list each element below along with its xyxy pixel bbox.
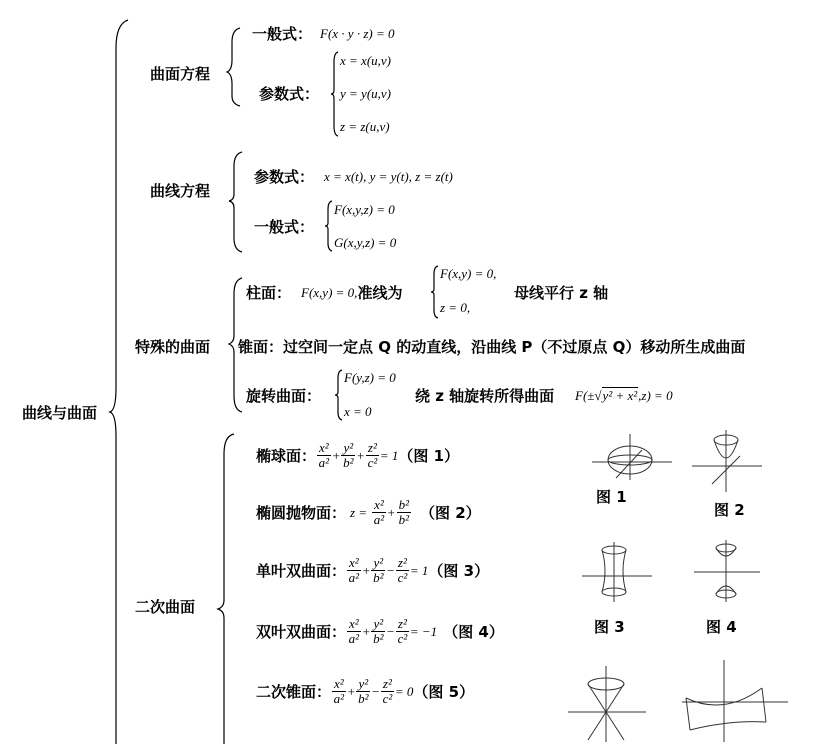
cylinder-formula: F(x,y) = 0, — [301, 284, 358, 300]
hyperboloid-one-fig-ref: （图 3） — [428, 562, 490, 580]
quadric-item-hyperboloid-two: 双叶双曲面： $\frac{\text{x²}}{\text{a²}}$ + $\frac{\text{y²}}{\text{b²}}$ − $\frac{\text{z²}}{\text{c²}}$ = −1 （图 4） — [256, 616, 504, 646]
figure-1-caption: 图 1 — [596, 488, 627, 506]
rotation-formula-pre: F(± — [575, 387, 595, 403]
paraboloid-label: 椭圆抛物面： — [256, 504, 347, 522]
cylinder-line-2: z = 0, — [440, 300, 471, 315]
quadric-cone-label: 二次锥面： — [256, 683, 332, 701]
cone-text: 锥面：过空间一定点 Q 的动直线，沿曲线 P（不过原点 Q）移动所生成曲面 — [238, 338, 746, 356]
figure-1-ellipsoid — [590, 432, 674, 482]
surface-param-z: z = z(u,v) — [340, 119, 390, 134]
quadric-item-ellipsoid: 椭球面： $\frac{\text{x²}}{\text{a²}}$ + $\frac{\text{y²}}{\text{b²}}$ + $\frac{\text{z²}}{\text{c²}}$ = 1 （图 1） — [256, 440, 460, 470]
cylinder-mid: 准线为 — [357, 284, 403, 302]
figure-6-saddle — [680, 658, 790, 744]
surface-general-formula: F(x · y · z) = 0 — [320, 25, 395, 41]
curve-general-g: G(x,y,z) = 0 — [334, 235, 397, 250]
rotation-label: 旋转曲面： — [246, 387, 322, 405]
cylinder-brace — [430, 264, 440, 320]
figure-2-caption: 图 2 — [714, 501, 745, 519]
ellipsoid-fig-ref: （图 1） — [398, 447, 460, 465]
surface-eq-brace — [226, 26, 242, 106]
curve-general-brace — [324, 199, 334, 253]
surface-eq-title: 曲面方程 — [150, 65, 211, 83]
quadric-item-paraboloid: 椭圆抛物面： z = $\frac{\text{x²}}{\text{a²}}$ + $\frac{\text{b²}}{\text{b²}}$ （图 2） — [256, 497, 481, 527]
paraboloid-fig-ref: （图 2） — [419, 504, 481, 522]
rotation-formula-post: ,z) = 0 — [638, 387, 673, 403]
curve-eq-title: 曲线方程 — [150, 182, 211, 200]
hyperboloid-two-fig-ref: （图 4） — [443, 623, 504, 641]
root-brace — [108, 18, 130, 744]
quadric-cone-fig-ref: （图 5） — [413, 683, 475, 701]
cylinder-line-1: F(x,y) = 0, — [440, 266, 497, 281]
rotation-formula-radicand: y² + x² — [602, 388, 638, 403]
cylinder-tail: 母线平行 z 轴 — [514, 284, 609, 302]
rotation-brace — [334, 368, 344, 422]
root-title: 曲线与曲面 — [22, 404, 98, 422]
surface-param-label: 参数式： — [259, 85, 320, 103]
surface-param-brace — [330, 50, 340, 138]
surface-param-x: x = x(u,v) — [340, 53, 391, 68]
curve-general-label: 一般式： — [254, 218, 315, 236]
cylinder-label: 柱面： — [246, 284, 292, 302]
surface-general — [252, 23, 395, 44]
rotation-line-1: F(y,z) = 0 — [344, 370, 396, 385]
curve-general-f: F(x,y,z) = 0 — [334, 202, 395, 217]
rotation-line-2: x = 0 — [344, 404, 372, 419]
figure-3-hyperboloid-one — [580, 540, 654, 604]
figure-2-paraboloid — [690, 428, 764, 494]
hyperboloid-one-label: 单叶双曲面： — [256, 562, 347, 580]
surface-general-label: 一般式： — [252, 25, 313, 43]
ellipsoid-label: 椭球面： — [256, 447, 317, 465]
figure-5-cone — [566, 664, 648, 744]
hyperboloid-two-label: 双叶双曲面： — [256, 623, 347, 641]
quadric-title: 二次曲面 — [135, 598, 196, 616]
special-title: 特殊的曲面 — [135, 338, 211, 356]
curve-eq-brace — [228, 150, 244, 252]
quadric-brace — [216, 432, 236, 744]
curve-param — [254, 166, 453, 187]
figure-4-caption: 图 4 — [706, 618, 737, 636]
rotation-mid: 绕 z 轴旋转所得曲面 — [415, 387, 555, 405]
curve-param-formula: x = x(t), y = y(t), z = z(t) — [324, 168, 453, 184]
curve-param-label: 参数式： — [254, 168, 315, 186]
quadric-item-cone: 二次锥面： $\frac{\text{x²}}{\text{a²}}$ + $\frac{\text{y²}}{\text{b²}}$ − $\frac{\text{z²}}{\text{c²}}$ = 0 （图 5） — [256, 676, 475, 706]
quadric-item-hyperboloid-one: 单叶双曲面： $\frac{\text{x²}}{\text{a²}}$ + $\frac{\text{y²}}{\text{b²}}$ − $\frac{\text{z²}}{\text{c²}}$ = 1 （图 3） — [256, 555, 490, 585]
cylinder-row — [246, 282, 402, 303]
surface-param-y: y = y(u,v) — [340, 86, 391, 101]
figure-4-hyperboloid-two — [692, 538, 762, 604]
rotation-formula: F(± √ y² + x² ,z) = 0 — [575, 387, 673, 403]
figure-3-caption: 图 3 — [594, 618, 625, 636]
